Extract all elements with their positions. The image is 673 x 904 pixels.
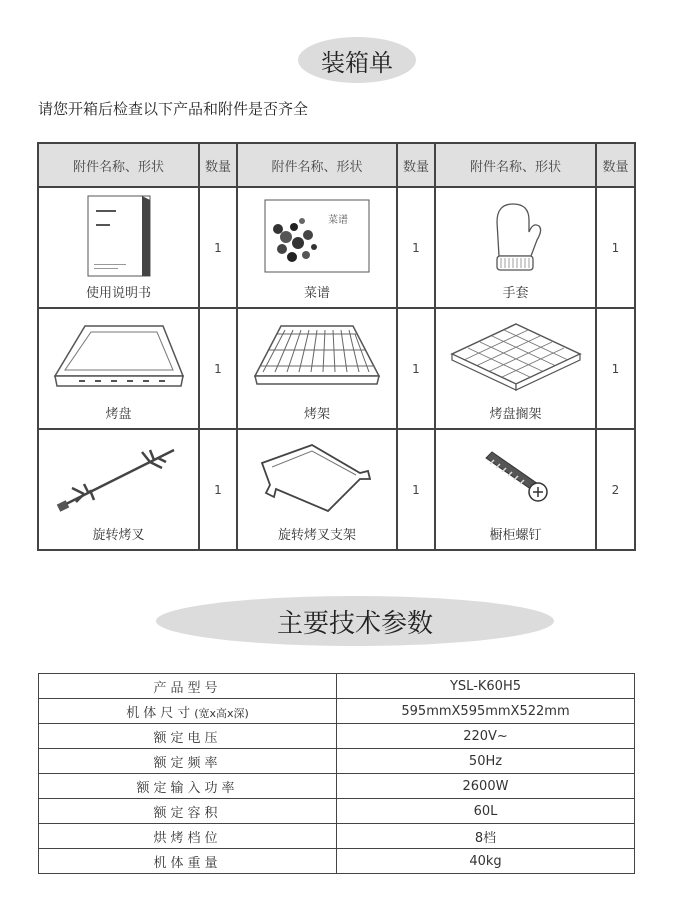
spec-key: 额定频率 (39, 749, 337, 774)
spec-row (39, 774, 635, 799)
accessory-qty: 1 (397, 308, 435, 429)
accessory-cell (435, 187, 596, 308)
spec-key: 额定电压 (39, 724, 337, 749)
spec-key: 额定容积 (39, 799, 337, 824)
accessory-cell (38, 429, 199, 550)
accessory-cell (237, 429, 397, 550)
accessory-name: 橱柜螺钉 (489, 528, 542, 543)
recipe-book-icon (264, 199, 370, 273)
recipe-cover-text: 菜谱 (328, 214, 348, 226)
accessory-name: 烤架 (303, 407, 330, 422)
accessory-qty: 1 (397, 429, 435, 550)
spec-value: 8档 (337, 824, 635, 849)
spec-row (39, 699, 635, 724)
accessories-row (38, 187, 635, 308)
accessory-qty: 1 (199, 308, 237, 429)
rotisserie-support-icon (252, 441, 382, 515)
spec-value: 2600W (337, 774, 635, 799)
accessory-qty: 1 (199, 429, 237, 550)
accessories-table (37, 142, 636, 551)
spec-row (39, 849, 635, 874)
spec-key: 机体重量 (39, 849, 337, 874)
grill-rack-icon (247, 320, 387, 394)
accessory-qty: 1 (596, 187, 635, 308)
spec-value: 595mmX595mmX522mm (337, 699, 635, 724)
accessory-qty: 1 (397, 187, 435, 308)
spec-value: 40kg (337, 849, 635, 874)
spec-key: 产品型号 (39, 674, 337, 699)
spec-key: 烘烤档位 (39, 824, 337, 849)
instruction-text: 请您开箱后检查以下产品和附件是否齐全 (38, 100, 309, 118)
oven-mitt-icon (485, 198, 547, 274)
manual-icon (84, 194, 154, 278)
accessory-name: 菜谱 (303, 286, 330, 301)
header-qty: 数量 (199, 143, 237, 187)
accessory-name: 烤盘搁架 (489, 407, 542, 422)
spec-row (39, 824, 635, 849)
cabinet-screw-icon (476, 448, 556, 508)
accessories-header-row (38, 143, 635, 187)
tray-shelf-icon (446, 320, 586, 394)
spec-value: 220V~ (337, 724, 635, 749)
accessory-name: 烤盘 (105, 407, 132, 422)
accessory-name: 旋转烤叉支架 (277, 528, 356, 543)
spec-key-sub: (宽x高x深) (194, 706, 249, 720)
accessory-cell (38, 308, 199, 429)
accessory-qty: 1 (199, 187, 237, 308)
accessory-cell (237, 308, 397, 429)
spec-value: 60L (337, 799, 635, 824)
accessory-name: 手套 (502, 286, 529, 301)
accessory-cell (435, 308, 596, 429)
accessory-qty: 1 (596, 308, 635, 429)
accessory-name: 使用说明书 (85, 286, 151, 301)
rotisserie-fork-icon (54, 440, 184, 516)
spec-row (39, 799, 635, 824)
spec-row (39, 724, 635, 749)
spec-value: 50Hz (337, 749, 635, 774)
header-qty: 数量 (596, 143, 635, 187)
spec-row (39, 749, 635, 774)
specs-table (38, 673, 635, 874)
spec-row (39, 674, 635, 699)
accessory-cell (237, 187, 397, 308)
accessories-row (38, 429, 635, 550)
specs-title: 主要技术参数 (156, 596, 554, 646)
header-name: 附件名称、形状 (237, 143, 397, 187)
accessory-cell (38, 187, 199, 308)
accessory-qty: 2 (596, 429, 635, 550)
accessories-row (38, 308, 635, 429)
header-qty: 数量 (397, 143, 435, 187)
baking-tray-icon (49, 320, 189, 394)
header-name: 附件名称、形状 (435, 143, 596, 187)
accessory-cell (435, 429, 596, 550)
spec-key: 机体尺寸(宽x高x深) (39, 699, 337, 724)
spec-value: YSL-K60H5 (337, 674, 635, 699)
spec-key: 额定输入功率 (39, 774, 337, 799)
header-name: 附件名称、形状 (38, 143, 199, 187)
accessory-name: 旋转烤叉 (92, 528, 145, 543)
packing-list-title: 装箱单 (298, 37, 416, 83)
